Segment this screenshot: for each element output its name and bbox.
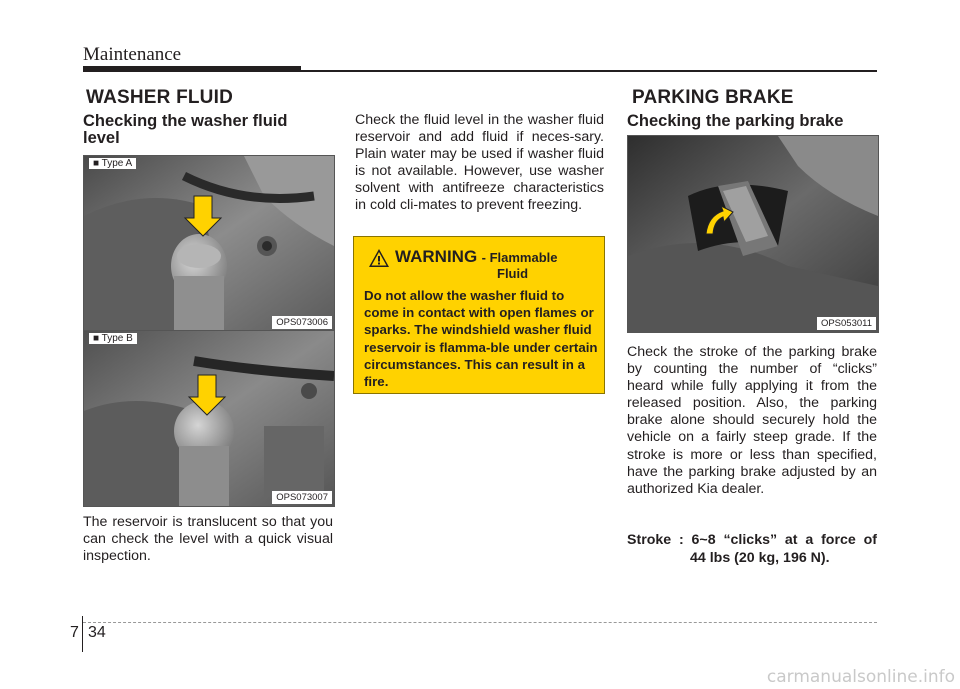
parking-brake-photo (627, 135, 879, 333)
washer-checking-title: Checking the washer fluid level (83, 112, 288, 147)
parking-check-paragraph: Check the stroke of the parking brake by counting the number of “clicks” heard while fully applying it from the released position. Also, the parking brake alone should securely hold the vehicle on a fairly steep grade. If the stroke is more or less than specified, have the parking brake adjusted by an authorized Kia dealer. (627, 344, 877, 497)
reservoir-paragraph: The reservoir is translucent so that you can check the level with a quick visual inspection. (83, 514, 333, 565)
washer-check-paragraph: Check the fluid level in the washer fluid reservoir and add fluid if neces-sary. Plain water may be used if washer fluid is not available. However, use washer solvent with antifreeze characteristics in cold cli-mates to prevent freezing. (355, 112, 604, 214)
photo-b-code: OPS073007 (272, 491, 332, 504)
parking-section-title: PARKING BRAKE (632, 87, 794, 108)
parking-checking-title: Checking the parking brake (627, 112, 844, 130)
photo-a-code: OPS073006 (272, 316, 332, 329)
page-number: 34 (88, 624, 106, 641)
washer-section-title: WASHER FLUID (86, 87, 234, 108)
parking-brake-illustration (628, 136, 878, 332)
header-rule-thin (301, 70, 877, 72)
watermark[interactable]: carmanualsonline.info (766, 667, 955, 687)
header-title: Maintenance (83, 44, 182, 65)
warning-subtitle-line2: Fluid (497, 266, 529, 281)
parking-photo-code: OPS053011 (817, 317, 876, 330)
header-rule-thick (83, 66, 301, 72)
warning-word: WARNING (395, 247, 478, 266)
washer-photo-type-a (83, 155, 335, 332)
page-chapter-number: 7 (70, 624, 79, 641)
type-a-label: ■ Type A (89, 158, 136, 169)
washer-photo-type-b (83, 330, 335, 507)
footer-dashed-rule (83, 622, 877, 623)
warning-heading (395, 247, 557, 267)
warning-triangle-icon (368, 248, 390, 268)
engine-bay-illustration-a (84, 156, 334, 331)
warning-text: Do not allow the washer fluid to come in contact with open flames or sparks. The windshield washer fluid reservoir is flamma-ble under certain circumstances. This can result in a fire. (364, 288, 598, 390)
warning-box (353, 236, 605, 394)
type-b-label: ■ Type B (89, 333, 137, 344)
engine-bay-illustration-b (84, 331, 334, 506)
stroke-spec-line1: Stroke : 6~8 “clicks” at a force of (627, 532, 877, 548)
warning-subtitle-line1: - Flammable (481, 250, 558, 265)
stroke-spec-line2: 44 lbs (20 kg, 196 N). (690, 550, 830, 566)
footer-page-divider (82, 616, 83, 652)
